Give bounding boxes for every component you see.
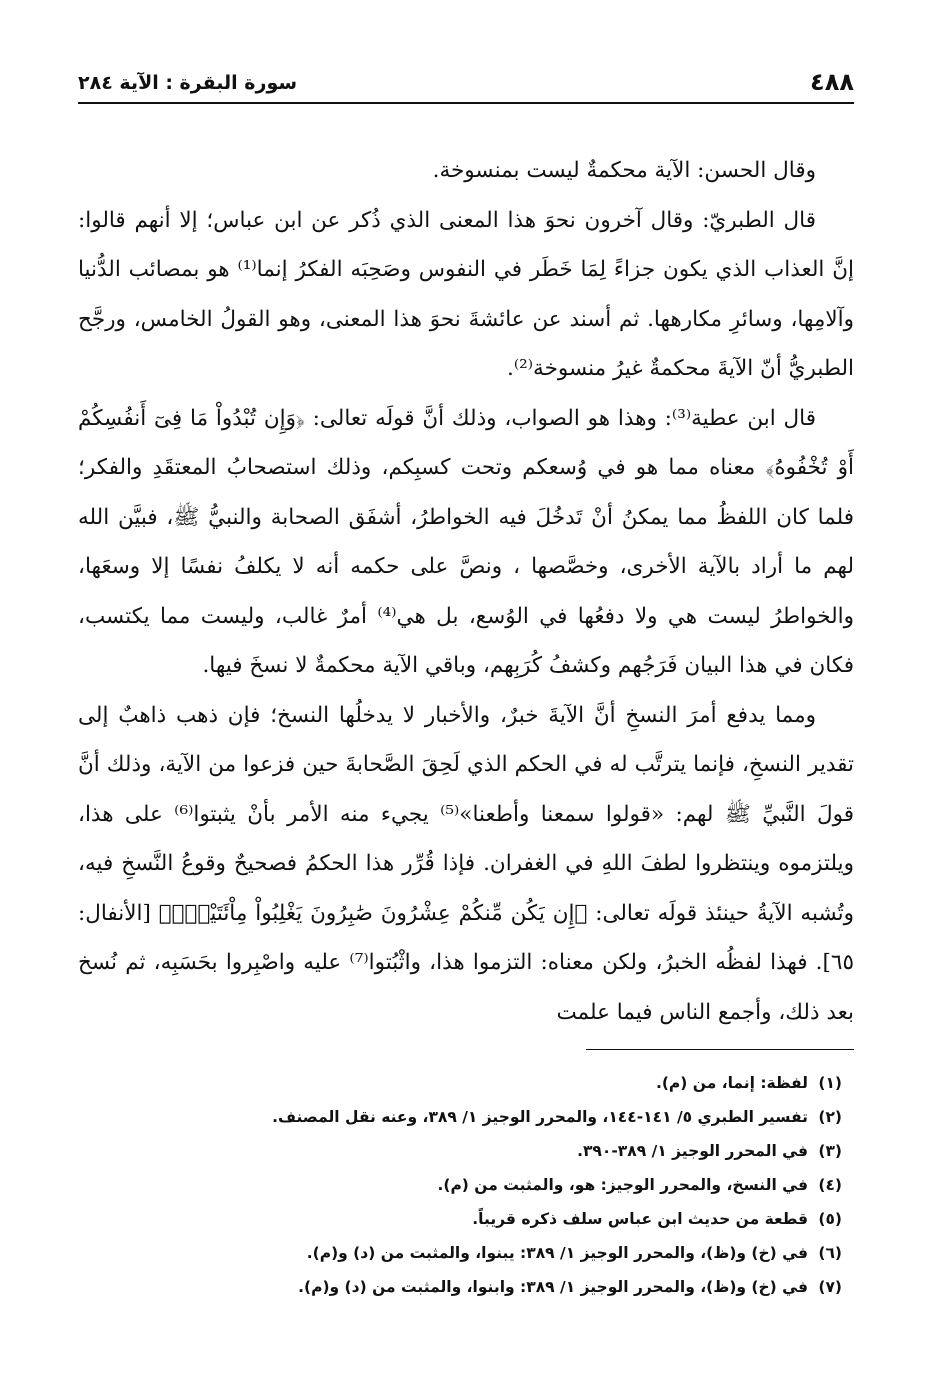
footnote-text: في (خ) و(ظ)، والمحرر الوجيز ١/ ٣٨٩: يبنوا، والمثبت من (د) و(م). [306, 1244, 808, 1262]
paragraph: قال الطبريّ: وقال آخرون نحوَ هذا المعنى الذي ذُكر عن ابن عباس؛ إلا أنهم قالوا: إنَّ العذاب الذي يكون جزاءً لِمَا خَطَر في النفوس وصَحِبَه الفكرُ إنما⁽¹⁾ هو بمصائب الدُّنيا وآلامِها، وسائرِ مكارهها. ثم أسند عن عائشةَ نحوَ هذا المعنى، وهو القولُ الخامس، ورجَّح الطبريُّ أنّ الآيةَ محكمةٌ غيرُ منسوخة⁽²⁾. [78, 207, 854, 381]
paragraph: وقال الحسن: الآية محكمةٌ ليست بمنسوخة. [432, 158, 816, 183]
paragraph: قال ابن عطية⁽³⁾: وهذا هو الصواب، وذلك أنَّ قولَه تعالى: ﴿وَإِن تُبْدُواْ مَا فِىٓ أَنفُسِكُمْ أَوْ تُخْفُوهُ﴾ معناه مما هو في وُسعكم وتحت كسبِكم، وذلك استصحابُ المعتقَدِ والفكر؛ فلما كان اللفظُ مما يمكنُ أنْ تَدخُلَ فيه الخواطرُ، أشفَق الصحابة والنبيُّ ﷺ، فبيَّن الله لهم ما أراد بالآية الأخرى، وخصَّصها ، ونصَّ على حكمه أنه لا يكلفُ نفسًا إلا وسعَها، والخواطرُ ليست هي ولا دفعُها في الوُسع، بل هي⁽⁴⁾ أمرٌ غالب، وليست مما يكتسب، فكان في هذا البيان فَرَجُهم وكشفُ كُرَبِهم، وباقي الآية محكمةٌ لا نسخَ فيها. [78, 405, 854, 678]
running-header [78, 62, 854, 104]
page-number: ٤٨٨ [810, 68, 854, 96]
footnote-number: (٦) [818, 1244, 842, 1262]
footnote-number: (٣) [818, 1142, 842, 1160]
footnote [78, 1066, 842, 1100]
footnotes-list [78, 1066, 854, 1304]
footnote-number: (٥) [818, 1210, 842, 1228]
footnote-text: في المحرر الوجيز ١/ ٣٨٩-٣٩٠. [577, 1142, 808, 1160]
footnote-text: تفسير الطبري ٥/ ١٤١-١٤٤، والمحرر الوجيز ١/ ٣٨٩، وعنه نقل المصنف. [272, 1108, 808, 1126]
footnote-text: قطعة من حديث ابن عباس سلف ذكره قريباً. [472, 1210, 808, 1228]
footnote-number: (٢) [818, 1108, 842, 1126]
footnote [78, 1100, 842, 1134]
footnote-text: لفظة: إنما، من (م). [655, 1074, 808, 1092]
footnote-number: (٤) [818, 1176, 842, 1194]
footnote-text: في (خ) و(ظ)، والمحرر الوجيز ١/ ٣٨٩: وابنوا، والمثبت من (د) و(م). [298, 1278, 808, 1296]
footnote [78, 1134, 842, 1168]
footnote-number: (٧) [818, 1278, 842, 1296]
footnote-divider [586, 1049, 854, 1050]
footnote-text: في النسخ، والمحرر الوجيز: هو، والمثبت من (م). [437, 1176, 808, 1194]
main-text [78, 146, 854, 1037]
running-title: سورة البقرة : الآية ٢٨٤ [78, 72, 298, 94]
footnote [78, 1270, 842, 1304]
footnote [78, 1168, 842, 1202]
book-page [78, 62, 854, 1362]
footnote [78, 1236, 842, 1270]
footnote [78, 1202, 842, 1236]
footnote-number: (١) [818, 1074, 842, 1092]
paragraph: ومما يدفع أمرَ النسخِ أنَّ الآيةَ خبرٌ، والأخبار لا يدخلُها النسخ؛ فإن ذهب ذاهبٌ إلى تقدير النسخِ، فإنما يترتَّب له في الحكم الذي لَحِقَ الصَّحابةَ حين فزعوا من الآية، وذلك أنَّ قولَ النَّبيِّ ﷺ لهم: «قولوا سمعنا وأطعنا»⁽⁵⁾ يجيء منه الأمر بأنْ يثبتوا⁽⁶⁾ على هذا، ويلتزموه وينتظروا لطفَ اللهِ في الغفران. فإذا قُرِّر هذا الحكمُ فصحيحٌ وقوعُ النَّسخِ فيه، وتُشبه الآيةُ حينئذ قولَه تعالى: ﴿إِن يَكُن مِّنكُمْ عِشْرُونَ صَٰبِرُونَ يَغْلِبُواْ مِاْئَتَيْنِۚ﴾ [الأنفال: ٦٥]. فهذا لفظُه الخبرُ، ولكن معناه: التزموا هذا، واثْبُتوا⁽⁷⁾ عليه واصْبِروا بحَسَبِه، ثم نُسخ بعد ذلك، وأجمع الناس فيما علمت [78, 702, 855, 1025]
